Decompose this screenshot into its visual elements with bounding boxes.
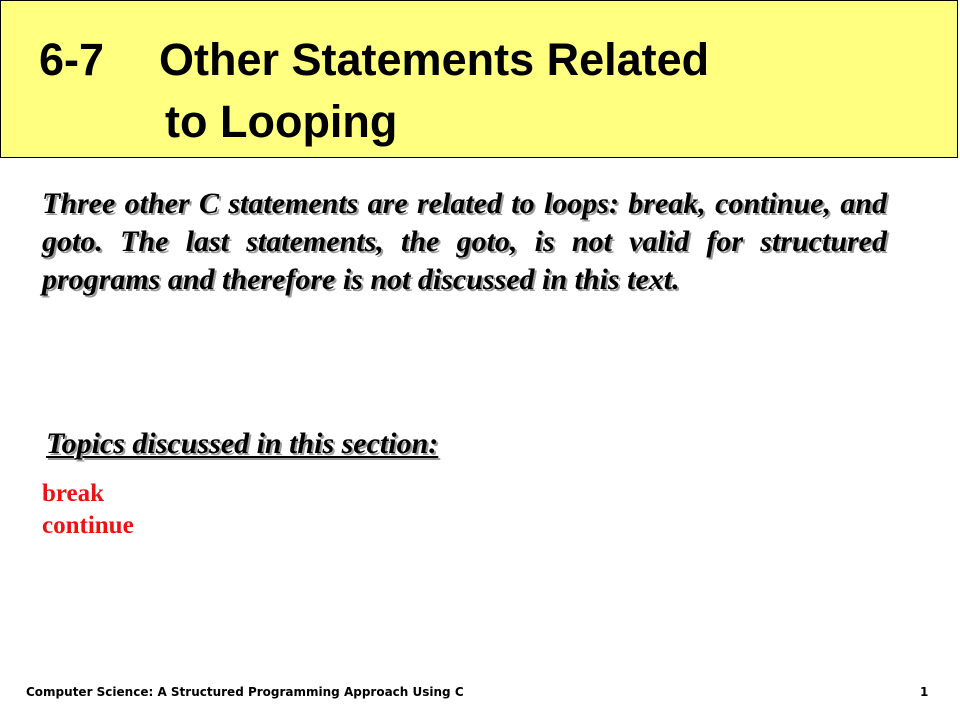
topic-item-continue: continue (42, 512, 134, 539)
topic-item-break: break (42, 480, 105, 507)
footer-book-title: Computer Science: A Structured Programming Approach Using C (26, 685, 464, 699)
title-line-1: Other Statements Related (159, 34, 710, 85)
title-line-2: to Looping (165, 96, 398, 147)
topics-heading: Topics discussed in this section: (46, 427, 439, 460)
title-banner (0, 0, 958, 158)
intro-paragraph: Three other C statements are related to loops: break, continue, and goto. The last statements, the goto, is not valid for structured programs and therefore is not discussed in this text. (42, 187, 887, 296)
section-number: 6-7 (39, 34, 105, 85)
footer-page-number: 1 (920, 685, 929, 699)
topics-list (42, 478, 134, 542)
